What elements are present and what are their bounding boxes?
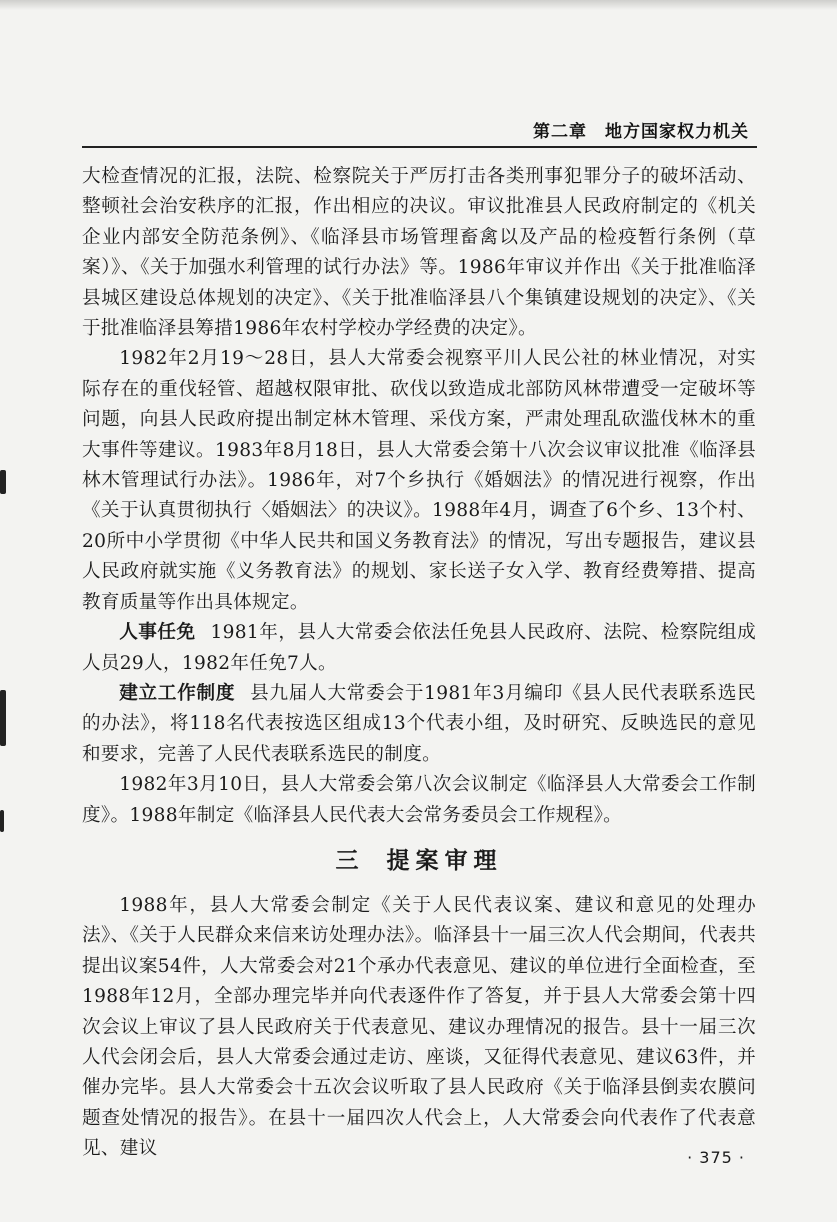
paragraph: 大检查情况的汇报，法院、检察院关于严厉打击各类刑事犯罪分子的破坏活动、整顿社会治安秩序的汇报，作出相应的决议。审议批准县人民政府制定的《机关企业内部安全防范条例》、《临泽县市场管理畜禽以及产品的检疫暂行条例（草案）》、《关于加强水利管理的试行办法》等。1986年审议并作出《关于批准临泽县城区建设总体规划的决定》、《关于批准临泽县八个集镇建设规划的决定》、《关于批准临泽县筹措1986年农村学校办学经费的决定》。 bbox=[82, 166, 756, 340]
paragraph: 1982年2月19～28日，县人大常委会视察平川人民公社的林业情况，对实际存在的重伐轻管、超越权限审批、砍伐以致造成北部防风林带遭受一定破坏等问题，向县人民政府提出制定林木管理、采伐方案，严肃处理乱砍滥伐林木的重大事件等建议。1983年8月18日，县人大常委会第十八次会议审议批准《临泽县林木管理试行办法》。1986年，对7个乡执行《婚姻法》的情况进行视察，作出《关于认真贯彻执行〈婚姻法〉的决议》。1988年4月，调查了6个乡、13个村、20所中小学贯彻《中华人民共和国义务教育法》的情况，写出专题报告，建议县人民政府就实施《义务教育法》的规划、家长送子女入学、教育经费筹措、提高教育质量等作出具体规定。 bbox=[82, 348, 756, 613]
section-heading bbox=[82, 841, 756, 881]
scan-margin-mark bbox=[0, 470, 6, 494]
paragraph-body: 1981年，县人大常委会依法任免县人民政府、法院、检察院组成人员29人，1982年任免7人。 bbox=[82, 622, 757, 674]
section-number: 三 bbox=[335, 846, 365, 874]
paragraph: 1982年3月10日，县人大常委会第八次会议制定《临泽县人大常委会工作制度》。1988年制定《临泽县人民代表大会常务委员会工作规程》。 bbox=[82, 774, 756, 826]
scan-margin-mark bbox=[0, 690, 6, 746]
header-rule bbox=[82, 146, 757, 148]
scan-margin-mark bbox=[0, 810, 4, 832]
running-header: 第二章 地方国家权力机关 bbox=[533, 122, 749, 142]
paragraph-body: 县九届人大常委会于1981年3月编印《县人民代表联系选民的办法》，将118名代表按选区组成13个代表小组，及时研究、反映选民的意见和要求，完善了人民代表联系选民的制度。 bbox=[82, 682, 756, 765]
paragraph bbox=[82, 679, 756, 770]
paragraph-heading: 人事任免 bbox=[119, 622, 196, 644]
main-text bbox=[82, 162, 756, 1165]
paragraph-heading: 建立工作制度 bbox=[119, 682, 236, 704]
paragraph: 1988年，县人大常委会制定《关于人民代表议案、建议和意见的处理办法》、《关于人民群众来信来访处理办法》。临泽县十一届三次人代会期间，代表共提出议案54件，人大常委会对21个承办代表意见、建议的单位进行全面检查，至1988年12月，全部办理完毕并向代表逐件作了答复，并于县人大常委会第十四次会议上审议了县人民政府关于代表意见、建议办理情况的报告。县十一届三次人代会闭会后，县人大常委会通过走访、座谈，又征得代表意见、建议63件，并催办完毕。县人大常委会十五次会议听取了县人民政府《关于临泽县倒卖农膜问题查处情况的报告》。在县十一届四次人代会上，人大常委会向代表作了代表意见、建议 bbox=[82, 894, 756, 1160]
paragraph bbox=[82, 618, 756, 679]
scan-top-edge bbox=[0, 0, 837, 10]
page-number: · 375 · bbox=[687, 1148, 745, 1167]
section-title: 提案审理 bbox=[386, 846, 503, 874]
